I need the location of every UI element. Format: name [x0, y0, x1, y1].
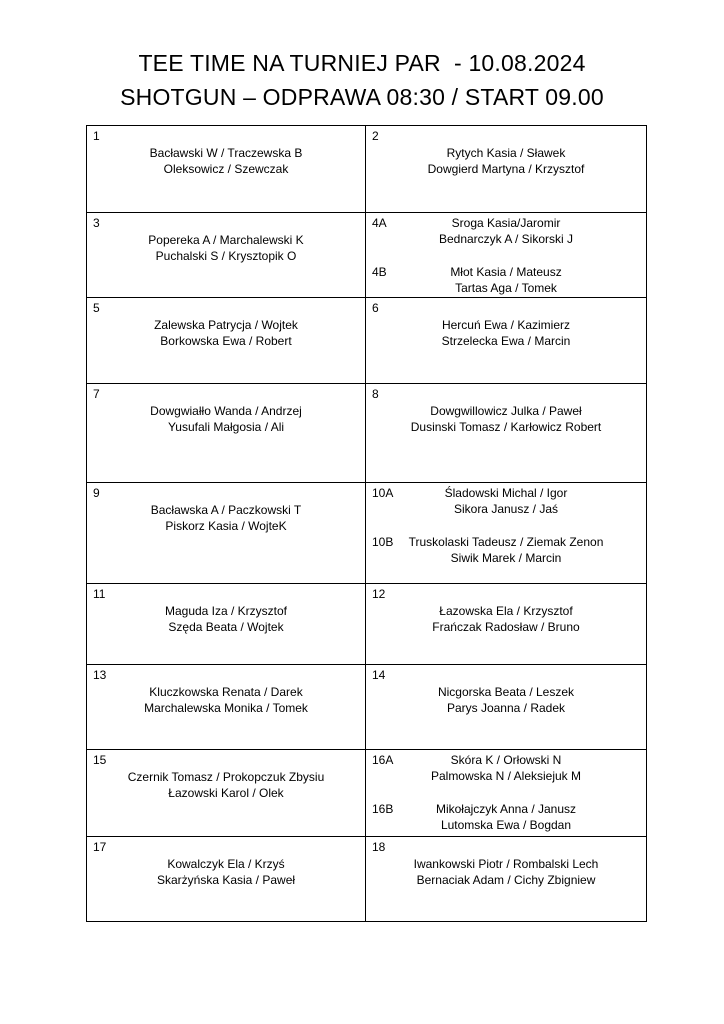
slot-number: 13 — [93, 668, 107, 682]
slot-number: 4B — [372, 265, 387, 279]
pair-line: Sroga Kasia/Jaromir — [451, 216, 561, 230]
slot-3 — [87, 213, 366, 298]
pair-line: Skóra K / Orłowski N — [450, 753, 562, 767]
slot-number: 11 — [93, 587, 106, 601]
pair-line: Siwik Marek / Marcin — [450, 551, 562, 565]
table-row — [87, 384, 647, 483]
page-title: TEE TIME NA TURNIEJ PAR - 10.08.2024 — [138, 50, 586, 76]
slot-1 — [87, 126, 366, 213]
table-row — [87, 213, 647, 298]
pair-line: Kluczkowska Renata / Darek — [149, 685, 303, 699]
slot-number: 10A — [372, 486, 394, 500]
tee-time-table — [86, 125, 647, 922]
slot-2 — [366, 126, 647, 213]
table-row — [87, 665, 647, 750]
pair-line: Puchalski S / Krysztopik O — [155, 249, 297, 263]
slot-number: 4A — [372, 216, 387, 230]
pair-line: Rytych Kasia / Sławek — [446, 146, 566, 160]
pair-line: Oleksowicz / Szewczak — [163, 162, 289, 176]
slot-8 — [366, 384, 647, 483]
pair-line: Bednarczyk A / Sikorski J — [438, 232, 574, 246]
slot-number: 7 — [93, 387, 100, 401]
table-row — [87, 298, 647, 384]
slot-5 — [87, 298, 366, 384]
slot-16 — [366, 750, 647, 837]
pair-line: Marchalewska Monika / Tomek — [144, 701, 308, 715]
pair-line: Popereka A / Marchalewski K — [148, 233, 304, 247]
pair-line: Łazowski Karol / Olek — [168, 786, 284, 800]
pair-line: Piskorz Kasia / WojteK — [165, 519, 287, 533]
pair-line: Iwankowski Piotr / Rombalski Lech — [413, 857, 599, 871]
pair-line: Dowgwiałło Wanda / Andrzej — [150, 404, 302, 418]
pair-line: Łazowska Ela / Krzysztof — [439, 604, 573, 618]
pair-line: Dowgwillowicz Julka / Paweł — [430, 404, 582, 418]
slot-18 — [366, 837, 647, 922]
pair-line: Borkowska Ewa / Robert — [160, 334, 292, 348]
pair-line: Kowalczyk Ela / Krzyś — [167, 857, 285, 871]
pair-line: Mikołajczyk Anna / Janusz — [435, 802, 577, 816]
pair-line: Młot Kasia / Mateusz — [450, 265, 562, 279]
table-row — [87, 837, 647, 922]
slot-9 — [87, 483, 366, 584]
slot-number: 1 — [93, 129, 100, 143]
slot-number: 6 — [372, 301, 379, 315]
pair-line: Skarżyńska Kasia / Paweł — [156, 873, 296, 887]
pair-line: Frańczak Radosław / Bruno — [432, 620, 580, 634]
pair-line: Szęda Beata / Wojtek — [168, 620, 284, 634]
slot-6 — [366, 298, 647, 384]
pair-line: Nicgorska Beata / Leszek — [437, 685, 575, 699]
pair-line: Śladowski Michal / Igor — [444, 486, 568, 500]
pair-line: Sikora Janusz / Jaś — [453, 502, 559, 516]
slot-7 — [87, 384, 366, 483]
table-row — [87, 483, 647, 584]
pair-line: Dowgierd Martyna / Krzysztof — [427, 162, 585, 176]
slot-10 — [366, 483, 647, 584]
slot-number: 17 — [93, 840, 107, 854]
pair-line: Lutomska Ewa / Bogdan — [440, 818, 572, 832]
slot-number: 16A — [372, 753, 394, 767]
slot-number: 3 — [93, 216, 100, 230]
pair-line: Hercuń Ewa / Kazimierz — [441, 318, 571, 332]
slot-13 — [87, 665, 366, 750]
pair-line: Strzelecka Ewa / Marcin — [441, 334, 571, 348]
slot-number: 14 — [372, 668, 386, 682]
pair-line: Maguda Iza / Krzysztof — [164, 604, 288, 618]
slot-number: 5 — [93, 301, 100, 315]
pair-line: Zalewska Patrycja / Wojtek — [154, 318, 298, 332]
pair-line: Parys Joanna / Radek — [446, 701, 566, 715]
slot-17 — [87, 837, 366, 922]
slot-number: 2 — [372, 129, 379, 143]
slot-number: 10B — [372, 535, 394, 549]
slot-4 — [366, 213, 647, 298]
pair-line: Yusufali Małgosia / Ali — [167, 420, 285, 434]
slot-14 — [366, 665, 647, 750]
slot-number: 9 — [93, 486, 100, 500]
table-row — [87, 584, 647, 665]
pair-line: Bacławska A / Paczkowski T — [150, 503, 302, 517]
pair-line: Truskolaski Tadeusz / Ziemak Zenon — [408, 535, 604, 549]
table-row — [87, 126, 647, 213]
slot-number: 8 — [372, 387, 379, 401]
slot-11 — [87, 584, 366, 665]
page-subtitle: SHOTGUN – ODPRAWA 08:30 / START 09.00 — [120, 84, 604, 110]
slot-12 — [366, 584, 647, 665]
table-row — [87, 750, 647, 837]
pair-line: Bacławski W / Traczewska B — [149, 146, 303, 160]
slot-15 — [87, 750, 366, 837]
pair-line: Bernaciak Adam / Cichy Zbigniew — [416, 873, 596, 887]
pair-line: Dusinski Tomasz / Karłowicz Robert — [410, 420, 602, 434]
slot-number: 16B — [372, 802, 394, 816]
slot-number: 12 — [372, 587, 386, 601]
pair-line: Czernik Tomasz / Prokopczuk Zbysiu — [127, 770, 325, 784]
pair-line: Palmowska N / Aleksiejuk M — [430, 769, 582, 783]
pair-line: Tartas Aga / Tomek — [455, 281, 557, 295]
slot-number: 15 — [93, 753, 107, 767]
slot-number: 18 — [372, 840, 386, 854]
